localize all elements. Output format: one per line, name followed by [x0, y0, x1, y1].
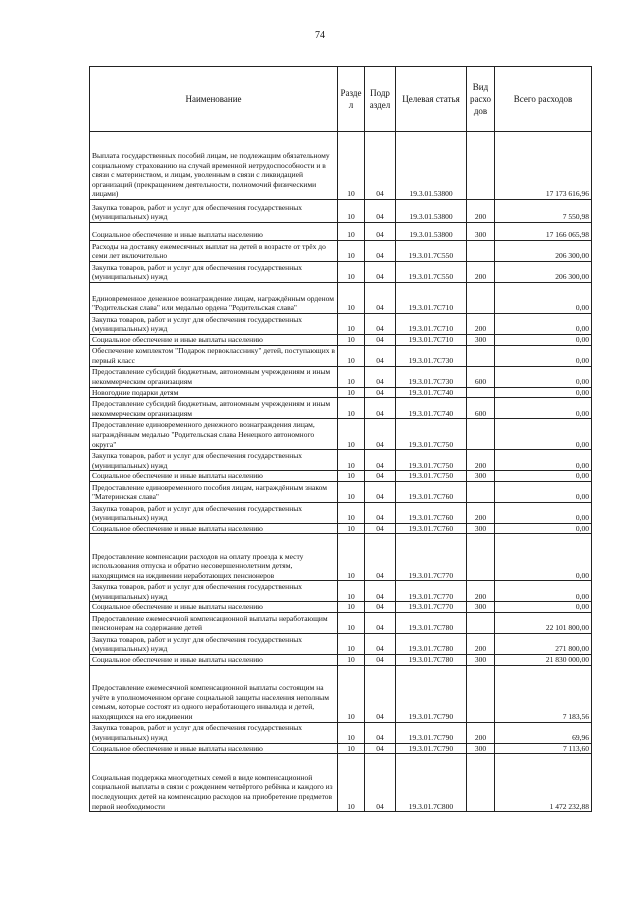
- row-subsection: 04: [365, 345, 396, 366]
- row-target: 19.3.01.7С760: [396, 502, 467, 523]
- table-row: [90, 200, 592, 223]
- row-name: Закупка товаров, работ и услуг для обеспечения государственных (муниципальных) нужд: [90, 633, 338, 654]
- row-amount: 0,00: [495, 419, 592, 450]
- table-row: [90, 262, 592, 283]
- row-target: 19.3.01.7С780: [396, 633, 467, 654]
- row-amount: 0,00: [495, 602, 592, 613]
- row-target: 19.3.01.7С750: [396, 471, 467, 482]
- row-subsection: 04: [365, 314, 396, 335]
- row-target: 19.3.01.7С760: [396, 481, 467, 502]
- row-expense-type: 600: [467, 366, 495, 387]
- row-section: 10: [338, 754, 365, 812]
- row-amount: 0,00: [495, 450, 592, 471]
- row-name: Закупка товаров, работ и услуг для обеспечения государственных (муниципальных) нужд: [90, 314, 338, 335]
- row-section: 10: [338, 471, 365, 482]
- row-expense-type: 200: [467, 502, 495, 523]
- row-amount: 1 472 232,88: [495, 754, 592, 812]
- row-target: 19.3.01.7С730: [396, 345, 467, 366]
- row-subsection: 04: [365, 262, 396, 283]
- row-name: Предоставление единовременного денежного вознаграждения лицам, награждённым медалью "Родительская слава Ненецкого автономного округа": [90, 419, 338, 450]
- row-target: 19.3.01.7С750: [396, 450, 467, 471]
- row-target: 19.3.01.53800: [396, 132, 467, 200]
- row-section: 10: [338, 200, 365, 223]
- row-expense-type: 200: [467, 581, 495, 602]
- header-subsection: Подр аздел: [365, 67, 396, 132]
- row-target: 19.3.01.7С710: [396, 335, 467, 346]
- row-target: 19.3.01.53800: [396, 200, 467, 223]
- row-subsection: 04: [365, 419, 396, 450]
- table-row: [90, 534, 592, 581]
- row-name: Расходы на доставку ежемесячных выплат на детей в возрасте от трёх до семи лет включительно: [90, 241, 338, 262]
- row-subsection: 04: [365, 754, 396, 812]
- row-name: Предоставление ежемесячной компенсационной выплаты состоящим на учёте в уполномоченном органе социальной защиты населения неполным семьям, которые состоят из одного неработающего инвалида и детей, находящихся на его иждивении: [90, 665, 338, 722]
- row-subsection: 04: [365, 481, 396, 502]
- row-amount: 206 300,00: [495, 241, 592, 262]
- row-subsection: 04: [365, 283, 396, 314]
- row-amount: 0,00: [495, 345, 592, 366]
- row-target: 19.3.01.7С750: [396, 419, 467, 450]
- row-subsection: 04: [365, 654, 396, 665]
- row-section: 10: [338, 398, 365, 419]
- row-subsection: 04: [365, 398, 396, 419]
- table-row: [90, 481, 592, 502]
- row-subsection: 04: [365, 335, 396, 346]
- row-name: Закупка товаров, работ и услуг для обеспечения государственных (муниципальных) нужд: [90, 450, 338, 471]
- row-expense-type: 300: [467, 743, 495, 754]
- row-name: Предоставление компенсации расходов на оплату проезда к месту использования отпуска и обратно несовершеннолетним детям, находящимся на иждивении неработающих пенсионеров: [90, 534, 338, 581]
- row-name: Закупка товаров, работ и услуг для обеспечения государственных (муниципальных) нужд: [90, 262, 338, 283]
- row-subsection: 04: [365, 387, 396, 398]
- row-section: 10: [338, 743, 365, 754]
- row-amount: 0,00: [495, 471, 592, 482]
- row-subsection: 04: [365, 223, 396, 241]
- table-row: [90, 345, 592, 366]
- row-subsection: 04: [365, 523, 396, 534]
- row-target: 19.3.01.7С790: [396, 665, 467, 722]
- row-name: Предоставление субсидий бюджетным, автономным учреждениям и иным некоммерческим организациям: [90, 366, 338, 387]
- row-section: 10: [338, 502, 365, 523]
- header-expense-type: Вид расхо дов: [467, 67, 495, 132]
- row-section: 10: [338, 612, 365, 633]
- row-name: Закупка товаров, работ и услуг для обеспечения государственных (муниципальных) нужд: [90, 502, 338, 523]
- row-expense-type: [467, 754, 495, 812]
- row-name: Единовременное денежное вознаграждение лицам, награждённым орденом "Родительская слава" или медалью ордена "Родительская слава": [90, 283, 338, 314]
- row-amount: 0,00: [495, 398, 592, 419]
- row-section: 10: [338, 223, 365, 241]
- row-amount: 0,00: [495, 502, 592, 523]
- row-section: 10: [338, 132, 365, 200]
- row-target: 19.3.01.7С790: [396, 743, 467, 754]
- row-expense-type: [467, 419, 495, 450]
- row-subsection: 04: [365, 366, 396, 387]
- header-section: Разде л: [338, 67, 365, 132]
- row-section: 10: [338, 722, 365, 743]
- row-amount: 7 183,56: [495, 665, 592, 722]
- row-target: 19.3.01.7С760: [396, 523, 467, 534]
- row-subsection: 04: [365, 502, 396, 523]
- table-row: [90, 450, 592, 471]
- row-subsection: 04: [365, 200, 396, 223]
- row-target: 19.3.01.7С780: [396, 612, 467, 633]
- table-row: [90, 523, 592, 534]
- row-target: 19.3.01.7С770: [396, 534, 467, 581]
- row-expense-type: [467, 132, 495, 200]
- row-target: 19.3.01.7С710: [396, 314, 467, 335]
- row-expense-type: 300: [467, 602, 495, 613]
- row-amount: 0,00: [495, 534, 592, 581]
- row-name: Социальное обеспечение и иные выплаты населению: [90, 654, 338, 665]
- row-name: Социальное обеспечение и иные выплаты населению: [90, 223, 338, 241]
- row-section: 10: [338, 481, 365, 502]
- row-amount: 21 830 000,00: [495, 654, 592, 665]
- row-name: Предоставление ежемесячной компенсационной выплаты неработающим пенсионерам на содержание детей: [90, 612, 338, 633]
- row-section: 10: [338, 262, 365, 283]
- table-row: [90, 743, 592, 754]
- table-row: [90, 132, 592, 200]
- row-subsection: 04: [365, 665, 396, 722]
- row-amount: 0,00: [495, 366, 592, 387]
- table-row: [90, 241, 592, 262]
- row-amount: 206 300,00: [495, 262, 592, 283]
- row-target: 19.3.01.7С740: [396, 387, 467, 398]
- table-row: [90, 223, 592, 241]
- table-row: [90, 398, 592, 419]
- row-name: Социальное обеспечение и иные выплаты населению: [90, 335, 338, 346]
- row-target: 19.3.01.7С710: [396, 283, 467, 314]
- header-target: Целевая статья: [396, 67, 467, 132]
- row-name: Закупка товаров, работ и услуг для обеспечения государственных (муниципальных) нужд: [90, 200, 338, 223]
- row-name: Закупка товаров, работ и услуг для обеспечения государственных (муниципальных) нужд: [90, 722, 338, 743]
- row-section: 10: [338, 633, 365, 654]
- budget-table: [89, 66, 592, 812]
- row-amount: 7 550,98: [495, 200, 592, 223]
- row-section: 10: [338, 419, 365, 450]
- row-subsection: 04: [365, 743, 396, 754]
- header-name: Наименование: [90, 67, 338, 132]
- row-amount: 22 101 800,00: [495, 612, 592, 633]
- row-target: 19.3.01.7С770: [396, 581, 467, 602]
- row-section: 10: [338, 654, 365, 665]
- row-section: 10: [338, 283, 365, 314]
- row-expense-type: [467, 665, 495, 722]
- row-amount: 0,00: [495, 481, 592, 502]
- table-row: [90, 722, 592, 743]
- row-expense-type: [467, 345, 495, 366]
- row-expense-type: 300: [467, 523, 495, 534]
- row-subsection: 04: [365, 602, 396, 613]
- table-header-row: [90, 67, 592, 132]
- table-row: [90, 612, 592, 633]
- row-amount: 0,00: [495, 283, 592, 314]
- row-name: Социальное обеспечение и иные выплаты населению: [90, 743, 338, 754]
- row-expense-type: [467, 612, 495, 633]
- row-expense-type: 300: [467, 471, 495, 482]
- table-row: [90, 314, 592, 335]
- row-subsection: 04: [365, 612, 396, 633]
- row-section: 10: [338, 241, 365, 262]
- row-expense-type: 300: [467, 654, 495, 665]
- row-name: Закупка товаров, работ и услуг для обеспечения государственных (муниципальных) нужд: [90, 581, 338, 602]
- row-subsection: 04: [365, 722, 396, 743]
- row-expense-type: [467, 283, 495, 314]
- table-row: [90, 335, 592, 346]
- row-name: Новогодние подарки детям: [90, 387, 338, 398]
- row-name: Социальное обеспечение и иные выплаты населению: [90, 523, 338, 534]
- table-row: [90, 387, 592, 398]
- row-section: 10: [338, 450, 365, 471]
- table-row: [90, 633, 592, 654]
- table-body: [90, 132, 592, 812]
- row-amount: 7 113,60: [495, 743, 592, 754]
- row-section: 10: [338, 345, 365, 366]
- row-section: 10: [338, 523, 365, 534]
- row-amount: 69,96: [495, 722, 592, 743]
- row-target: 19.3.01.7С740: [396, 398, 467, 419]
- table-row: [90, 654, 592, 665]
- row-amount: 271 800,00: [495, 633, 592, 654]
- page-number: 74: [315, 30, 325, 41]
- row-expense-type: 300: [467, 335, 495, 346]
- row-section: 10: [338, 602, 365, 613]
- row-subsection: 04: [365, 241, 396, 262]
- row-target: 19.3.01.53800: [396, 223, 467, 241]
- row-expense-type: 200: [467, 633, 495, 654]
- row-name: Предоставление субсидий бюджетным, автономным учреждениям и иным некоммерческим организациям: [90, 398, 338, 419]
- table-row: [90, 665, 592, 722]
- row-amount: 0,00: [495, 387, 592, 398]
- row-name: Социальная поддержка многодетных семей в виде компенсационной социальной выплаты в связи с рождением четвёртого ребёнка и каждого из последующих детей на компенсацию расходов на приобретение предметов первой необходимости: [90, 754, 338, 812]
- row-expense-type: 300: [467, 223, 495, 241]
- row-expense-type: [467, 387, 495, 398]
- row-section: 10: [338, 534, 365, 581]
- row-target: 19.3.01.7С730: [396, 366, 467, 387]
- row-expense-type: [467, 534, 495, 581]
- row-name: Социальное обеспечение и иные выплаты населению: [90, 602, 338, 613]
- row-expense-type: 200: [467, 722, 495, 743]
- header-total: Всего расходов: [495, 67, 592, 132]
- row-expense-type: [467, 481, 495, 502]
- row-amount: 0,00: [495, 523, 592, 534]
- row-section: 10: [338, 665, 365, 722]
- table-row: [90, 471, 592, 482]
- row-amount: 0,00: [495, 314, 592, 335]
- row-name: Социальное обеспечение и иные выплаты населению: [90, 471, 338, 482]
- row-name: Выплата государственных пособий лицам, не подлежащим обязательному социальному страхованию на случай временной нетрудоспособности и в связи с материнством, и лицам, уволенным в связи с ликвидацией организаций (прекращением деятельности, полномочий физическими лицами): [90, 132, 338, 200]
- row-name: Предоставление единовременного пособия лицам, награждённым знаком "Материнская слава": [90, 481, 338, 502]
- row-amount: 0,00: [495, 581, 592, 602]
- row-amount: 17 173 616,96: [495, 132, 592, 200]
- row-subsection: 04: [365, 633, 396, 654]
- row-target: 19.3.01.7С780: [396, 654, 467, 665]
- table-row: [90, 602, 592, 613]
- row-section: 10: [338, 314, 365, 335]
- table-row: [90, 419, 592, 450]
- table-row: [90, 366, 592, 387]
- row-expense-type: 200: [467, 262, 495, 283]
- row-name: Обеспечение комплектом "Подарок первокласснику" детей, поступающих в первый класс: [90, 345, 338, 366]
- row-target: 19.3.01.7С550: [396, 241, 467, 262]
- table-row: [90, 754, 592, 812]
- table-row: [90, 502, 592, 523]
- row-expense-type: 200: [467, 200, 495, 223]
- row-section: 10: [338, 335, 365, 346]
- table-row: [90, 581, 592, 602]
- row-expense-type: 600: [467, 398, 495, 419]
- row-amount: 0,00: [495, 335, 592, 346]
- row-target: 19.3.01.7С550: [396, 262, 467, 283]
- row-subsection: 04: [365, 534, 396, 581]
- row-target: 19.3.01.7С770: [396, 602, 467, 613]
- row-section: 10: [338, 366, 365, 387]
- table-row: [90, 283, 592, 314]
- row-subsection: 04: [365, 450, 396, 471]
- row-amount: 17 166 065,98: [495, 223, 592, 241]
- row-target: 19.3.01.7С800: [396, 754, 467, 812]
- row-section: 10: [338, 387, 365, 398]
- row-subsection: 04: [365, 132, 396, 200]
- row-subsection: 04: [365, 471, 396, 482]
- row-subsection: 04: [365, 581, 396, 602]
- row-target: 19.3.01.7С790: [396, 722, 467, 743]
- row-expense-type: [467, 241, 495, 262]
- row-section: 10: [338, 581, 365, 602]
- row-expense-type: 200: [467, 450, 495, 471]
- row-expense-type: 200: [467, 314, 495, 335]
